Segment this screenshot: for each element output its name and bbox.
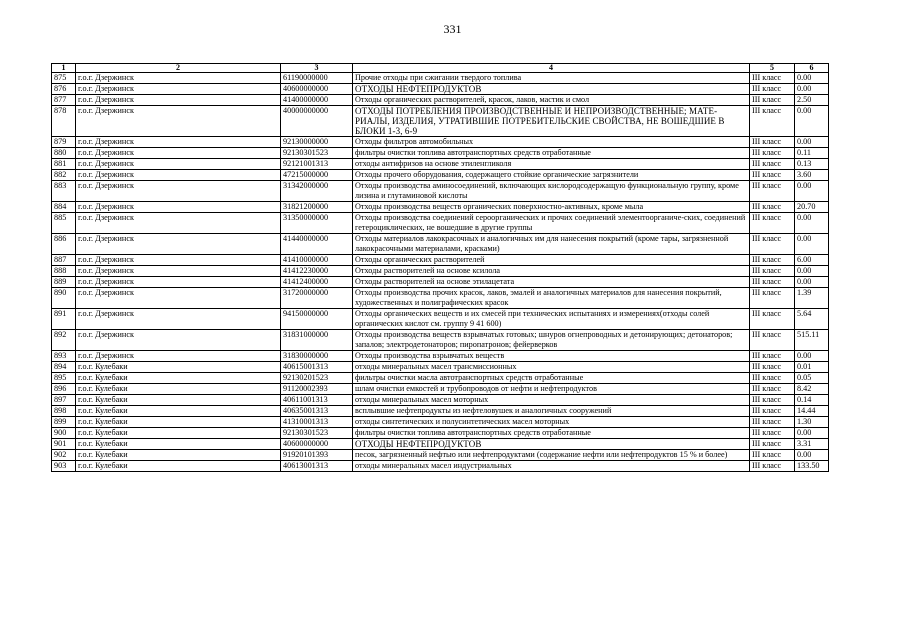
- waste-description-cell: отходы минеральных масел трансмиссионных: [353, 362, 750, 373]
- hazard-class-cell: III класс: [750, 373, 795, 384]
- waste-description-cell: Отходы производства прочих красок, лаков, эмалей и аналогичных материалов для нанесения покрытий, художественных и полиграфических красок: [353, 288, 750, 309]
- municipality-cell: г.о.г. Дзержинск: [76, 170, 281, 181]
- amount-cell: 515.11: [795, 330, 829, 351]
- table-row: [52, 73, 829, 84]
- waste-code-cell: 47215000000: [281, 170, 353, 181]
- row-number-cell: 896: [52, 384, 76, 395]
- column-header-5: 5: [750, 64, 795, 73]
- waste-code-cell: 40611001313: [281, 395, 353, 406]
- municipality-cell: г.о.г. Дзержинск: [76, 181, 281, 202]
- waste-description-cell: Отходы производства соединений сероорганических и прочих соединений элементоорганиче-ских, соединений гетероциклических, не вошедшие в другие группы: [353, 213, 750, 234]
- table-row: [52, 417, 829, 428]
- table-row: [52, 373, 829, 384]
- row-number-cell: 882: [52, 170, 76, 181]
- row-number-cell: 877: [52, 95, 76, 106]
- municipality-cell: г.о.г. Кулебаки: [76, 450, 281, 461]
- municipality-cell: г.о.г. Дзержинск: [76, 277, 281, 288]
- amount-cell: 0.11: [795, 148, 829, 159]
- waste-code-cell: 31830000000: [281, 351, 353, 362]
- amount-cell: 2.50: [795, 95, 829, 106]
- waste-description-cell: фильтры очистки топлива автотранспортных средств отработанные: [353, 148, 750, 159]
- hazard-class-cell: III класс: [750, 266, 795, 277]
- hazard-class-cell: III класс: [750, 84, 795, 95]
- row-number-cell: 883: [52, 181, 76, 202]
- row-number-cell: 887: [52, 255, 76, 266]
- hazard-class-cell: III класс: [750, 137, 795, 148]
- waste-code-cell: 41310001313: [281, 417, 353, 428]
- hazard-class-cell: III класс: [750, 351, 795, 362]
- hazard-class-cell: III класс: [750, 461, 795, 472]
- amount-cell: 6.00: [795, 255, 829, 266]
- waste-code-cell: 92130301523: [281, 428, 353, 439]
- amount-cell: 0.01: [795, 362, 829, 373]
- table-row: [52, 362, 829, 373]
- municipality-cell: г.о.г. Дзержинск: [76, 202, 281, 213]
- hazard-class-cell: III класс: [750, 148, 795, 159]
- municipality-cell: г.о.г. Дзержинск: [76, 266, 281, 277]
- hazard-class-cell: III класс: [750, 181, 795, 202]
- amount-cell: 0.00: [795, 428, 829, 439]
- amount-cell: 0.00: [795, 73, 829, 84]
- amount-cell: 133.50: [795, 461, 829, 472]
- waste-code-cell: 94150000000: [281, 309, 353, 330]
- table-row: [52, 351, 829, 362]
- waste-description-cell: Отходы органических растворителей, красок, лаков, мастик и смол: [353, 95, 750, 106]
- municipality-cell: г.о.г. Дзержинск: [76, 255, 281, 266]
- amount-cell: 0.00: [795, 351, 829, 362]
- hazard-class-cell: III класс: [750, 439, 795, 450]
- municipality-cell: г.о.г. Кулебаки: [76, 406, 281, 417]
- hazard-class-cell: III класс: [750, 406, 795, 417]
- hazard-class-cell: III класс: [750, 255, 795, 266]
- waste-code-cell: 40615001313: [281, 362, 353, 373]
- amount-cell: 3.60: [795, 170, 829, 181]
- table-row: [52, 106, 829, 137]
- waste-code-cell: 91120002393: [281, 384, 353, 395]
- table-row: [52, 202, 829, 213]
- row-number-cell: 892: [52, 330, 76, 351]
- hazard-class-cell: III класс: [750, 362, 795, 373]
- amount-cell: 0.00: [795, 277, 829, 288]
- waste-description-cell: Отходы производства взрывчатых веществ: [353, 351, 750, 362]
- table-row: [52, 277, 829, 288]
- municipality-cell: г.о.г. Дзержинск: [76, 148, 281, 159]
- table-row: [52, 461, 829, 472]
- waste-code-cell: 31720000000: [281, 288, 353, 309]
- waste-code-cell: 41400000000: [281, 95, 353, 106]
- municipality-cell: г.о.г. Кулебаки: [76, 428, 281, 439]
- waste-description-cell: отходы минеральных масел индустриальных: [353, 461, 750, 472]
- amount-cell: 0.00: [795, 181, 829, 202]
- hazard-class-cell: III класс: [750, 384, 795, 395]
- amount-cell: 0.00: [795, 84, 829, 95]
- table-row: [52, 266, 829, 277]
- hazard-class-cell: III класс: [750, 73, 795, 84]
- municipality-cell: г.о.г. Дзержинск: [76, 159, 281, 170]
- waste-code-cell: 41412230000: [281, 266, 353, 277]
- waste-description-cell: фильтры очистки масла автотранспортных средств отработанные: [353, 373, 750, 384]
- amount-cell: 0.00: [795, 234, 829, 255]
- amount-cell: 1.30: [795, 417, 829, 428]
- waste-code-cell: 92130201523: [281, 373, 353, 384]
- municipality-cell: г.о.г. Дзержинск: [76, 234, 281, 255]
- table-row: [52, 95, 829, 106]
- hazard-class-cell: III класс: [750, 395, 795, 406]
- waste-description-cell: шлам очистки емкостей и трубопроводов от нефти и нефтепродуктов: [353, 384, 750, 395]
- waste-description-cell: отходы синтетических и полусинтетических масел моторных: [353, 417, 750, 428]
- waste-description-cell: Отходы органических веществ и их смесей при технических испытаниях и измерениях(отходы солей органических кислот см. группу 9 41 600): [353, 309, 750, 330]
- hazard-class-cell: III класс: [750, 428, 795, 439]
- row-number-cell: 894: [52, 362, 76, 373]
- waste-code-cell: 92121001313: [281, 159, 353, 170]
- table-row: [52, 395, 829, 406]
- amount-cell: 0.00: [795, 450, 829, 461]
- waste-code-cell: 31350000000: [281, 213, 353, 234]
- municipality-cell: г.о.г. Дзержинск: [76, 309, 281, 330]
- table-row: [52, 384, 829, 395]
- amount-cell: 0.14: [795, 395, 829, 406]
- row-number-cell: 893: [52, 351, 76, 362]
- row-number-cell: 898: [52, 406, 76, 417]
- amount-cell: 0.00: [795, 266, 829, 277]
- table-row: [52, 428, 829, 439]
- waste-description-cell: отходы минеральных масел моторных: [353, 395, 750, 406]
- waste-description-cell: Отходы фильтров автомобильных: [353, 137, 750, 148]
- waste-description-cell: ОТХОДЫ ПОТРЕБЛЕНИЯ ПРОИЗВОДСТВЕННЫЕ И НЕПРОИЗВОДСТВЕННЫЕ; МАТЕ-РИАЛЫ, ИЗДЕЛИЯ, УТРАТИВШИЕ ПОТРЕБИТЕЛЬСКИЕ СВОЙСТВА, НЕ ВОШЕДШИЕ В БЛОКИ 1-3, 6-9: [353, 106, 750, 137]
- municipality-cell: г.о.г. Кулебаки: [76, 373, 281, 384]
- waste-register-table: [51, 63, 829, 472]
- waste-code-cell: 92130000000: [281, 137, 353, 148]
- row-number-cell: 903: [52, 461, 76, 472]
- waste-code-cell: 40600000000: [281, 439, 353, 450]
- waste-code-cell: 41412400000: [281, 277, 353, 288]
- waste-code-cell: 41410000000: [281, 255, 353, 266]
- waste-code-cell: 40000000000: [281, 106, 353, 137]
- table-row: [52, 181, 829, 202]
- table-row: [52, 84, 829, 95]
- amount-cell: 20.70: [795, 202, 829, 213]
- hazard-class-cell: III класс: [750, 106, 795, 137]
- column-header-6: 6: [795, 64, 829, 73]
- row-number-cell: 880: [52, 148, 76, 159]
- waste-code-cell: 40635001313: [281, 406, 353, 417]
- waste-description-cell: Отходы прочего оборудования, содержащего стойкие органические загрязнители: [353, 170, 750, 181]
- waste-description-cell: ОТХОДЫ НЕФТЕПРОДУКТОВ: [353, 439, 750, 450]
- column-header-2: 2: [76, 64, 281, 73]
- amount-cell: 0.00: [795, 106, 829, 137]
- waste-description-cell: Прочие отходы при сжигании твердого топлива: [353, 73, 750, 84]
- table-row: [52, 288, 829, 309]
- waste-description-cell: Отходы органических растворителей: [353, 255, 750, 266]
- table-row: [52, 234, 829, 255]
- table-row: [52, 170, 829, 181]
- table-row: [52, 450, 829, 461]
- row-number-cell: 888: [52, 266, 76, 277]
- amount-cell: 1.39: [795, 288, 829, 309]
- hazard-class-cell: III класс: [750, 159, 795, 170]
- row-number-cell: 899: [52, 417, 76, 428]
- municipality-cell: г.о.г. Кулебаки: [76, 439, 281, 450]
- row-number-cell: 876: [52, 84, 76, 95]
- municipality-cell: г.о.г. Дзержинск: [76, 330, 281, 351]
- hazard-class-cell: III класс: [750, 213, 795, 234]
- waste-description-cell: отходы антифризов на основе этиленгликоля: [353, 159, 750, 170]
- row-number-cell: 902: [52, 450, 76, 461]
- table-row: [52, 148, 829, 159]
- row-number-cell: 875: [52, 73, 76, 84]
- waste-code-cell: 91920101393: [281, 450, 353, 461]
- waste-code-cell: 61190000000: [281, 73, 353, 84]
- waste-code-cell: 92130301523: [281, 148, 353, 159]
- municipality-cell: г.о.г. Кулебаки: [76, 395, 281, 406]
- row-number-cell: 891: [52, 309, 76, 330]
- table-row: [52, 406, 829, 417]
- row-number-cell: 879: [52, 137, 76, 148]
- waste-description-cell: всплывшие нефтепродукты из нефтеловушек и аналогичных сооружений: [353, 406, 750, 417]
- waste-description-cell: фильтры очистки топлива автотранспортных средств отработанные: [353, 428, 750, 439]
- municipality-cell: г.о.г. Дзержинск: [76, 213, 281, 234]
- row-number-cell: 890: [52, 288, 76, 309]
- hazard-class-cell: III класс: [750, 170, 795, 181]
- row-number-cell: 885: [52, 213, 76, 234]
- municipality-cell: г.о.г. Дзержинск: [76, 73, 281, 84]
- table-row: [52, 137, 829, 148]
- hazard-class-cell: III класс: [750, 450, 795, 461]
- column-header-1: 1: [52, 64, 76, 73]
- waste-description-cell: ОТХОДЫ НЕФТЕПРОДУКТОВ: [353, 84, 750, 95]
- table-row: [52, 309, 829, 330]
- row-number-cell: 901: [52, 439, 76, 450]
- amount-cell: 0.00: [795, 137, 829, 148]
- table-row: [52, 255, 829, 266]
- municipality-cell: г.о.г. Кулебаки: [76, 362, 281, 373]
- waste-description-cell: Отходы растворителей на основе этилацетата: [353, 277, 750, 288]
- table-row: [52, 213, 829, 234]
- amount-cell: 14.44: [795, 406, 829, 417]
- municipality-cell: г.о.г. Дзержинск: [76, 84, 281, 95]
- hazard-class-cell: III класс: [750, 234, 795, 255]
- row-number-cell: 895: [52, 373, 76, 384]
- table-body: [52, 73, 829, 472]
- page-number: 331: [443, 22, 462, 36]
- column-header-4: 4: [353, 64, 750, 73]
- waste-description-cell: Отходы материалов лакокрасочных и аналогичных им для нанесения покрытий (кроме тары, загрязненной лакокрасочными материалами, красками): [353, 234, 750, 255]
- row-number-cell: 878: [52, 106, 76, 137]
- municipality-cell: г.о.г. Дзержинск: [76, 351, 281, 362]
- waste-description-cell: Отходы растворителей на основе ксилола: [353, 266, 750, 277]
- municipality-cell: г.о.г. Кулебаки: [76, 417, 281, 428]
- hazard-class-cell: III класс: [750, 309, 795, 330]
- municipality-cell: г.о.г. Кулебаки: [76, 384, 281, 395]
- waste-description-cell: Отходы производства веществ взрывчатых готовых; шнуров огнепроводных и детонирующих; детонаторов; запалов; электродетонаторов; пиропатронов; фейерверков: [353, 330, 750, 351]
- hazard-class-cell: III класс: [750, 277, 795, 288]
- waste-code-cell: 31831000000: [281, 330, 353, 351]
- table-row: [52, 439, 829, 450]
- waste-code-cell: 40613001313: [281, 461, 353, 472]
- hazard-class-cell: III класс: [750, 330, 795, 351]
- municipality-cell: г.о.г. Дзержинск: [76, 288, 281, 309]
- waste-code-cell: 31342000000: [281, 181, 353, 202]
- municipality-cell: г.о.г. Дзержинск: [76, 95, 281, 106]
- row-number-cell: 886: [52, 234, 76, 255]
- row-number-cell: 889: [52, 277, 76, 288]
- row-number-cell: 900: [52, 428, 76, 439]
- amount-cell: 0.13: [795, 159, 829, 170]
- amount-cell: 8.42: [795, 384, 829, 395]
- hazard-class-cell: III класс: [750, 288, 795, 309]
- municipality-cell: г.о.г. Дзержинск: [76, 106, 281, 137]
- waste-code-cell: 40600000000: [281, 84, 353, 95]
- waste-code-cell: 41440000000: [281, 234, 353, 255]
- hazard-class-cell: III класс: [750, 202, 795, 213]
- amount-cell: 0.05: [795, 373, 829, 384]
- table-row: [52, 159, 829, 170]
- waste-description-cell: Отходы производства аминосоединений, включающих кислородсодержащую функциональную группу, кроме лизина и глутаминовой кислоты: [353, 181, 750, 202]
- waste-code-cell: 31821200000: [281, 202, 353, 213]
- row-number-cell: 897: [52, 395, 76, 406]
- row-number-cell: 884: [52, 202, 76, 213]
- municipality-cell: г.о.г. Дзержинск: [76, 137, 281, 148]
- waste-description-cell: песок, загрязненный нефтью или нефтепродуктами (содержание нефти или нефтепродуктов 15 % и более): [353, 450, 750, 461]
- table-row: [52, 330, 829, 351]
- amount-cell: 3.31: [795, 439, 829, 450]
- hazard-class-cell: III класс: [750, 95, 795, 106]
- row-number-cell: 881: [52, 159, 76, 170]
- hazard-class-cell: III класс: [750, 417, 795, 428]
- table-header-row: [52, 64, 829, 73]
- amount-cell: 5.64: [795, 309, 829, 330]
- amount-cell: 0.00: [795, 213, 829, 234]
- waste-description-cell: Отходы производства веществ органических поверхностно-активных, кроме мыла: [353, 202, 750, 213]
- column-header-3: 3: [281, 64, 353, 73]
- municipality-cell: г.о.г. Кулебаки: [76, 461, 281, 472]
